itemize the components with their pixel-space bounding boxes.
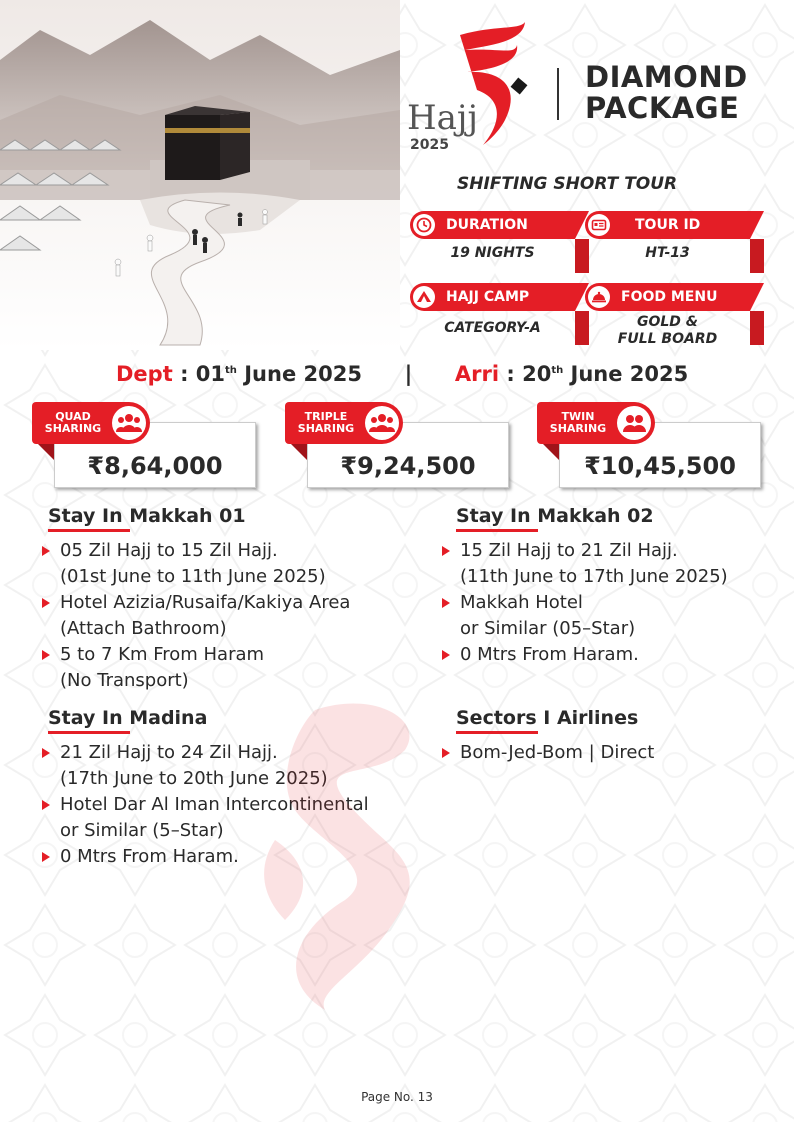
price-card-triple [285, 400, 509, 492]
food-menu-box [585, 283, 750, 348]
hajj-camp-box [410, 283, 575, 337]
duration-box [410, 211, 575, 262]
package-title [585, 62, 748, 124]
list-item: Makkah Hotel or Similar (05–Star) [438, 590, 786, 642]
list-item: 15 Zil Hajj to 21 Zil Hajj. (11th June to 17th June 2025) [438, 538, 786, 590]
page-number: Page No. 13 [361, 1090, 433, 1104]
makkah-02-section [456, 505, 786, 668]
calligraphy-watermark [255, 690, 445, 1020]
tour-subtitle: SHIFTING SHORT TOUR [457, 174, 678, 194]
list-item: 21 Zil Hajj to 24 Zil Hajj. (17th June to 20th June 2025) [38, 740, 438, 792]
list-item: Hotel Azizia/Rusaifa/Kakiya Area (Attach Bathroom) [38, 590, 428, 642]
dept-day: 01 [195, 362, 226, 386]
dept-sup: th [225, 365, 237, 376]
list-item: Hotel Dar Al Iman Intercontinental or Similar (5–Star) [38, 792, 438, 844]
section-title: Stay In Makkah 02 [456, 505, 654, 527]
price-tag-line2: SHARING [44, 422, 102, 435]
duration-label: DURATION [446, 217, 528, 233]
price-tag-line1: TWIN [561, 410, 595, 423]
price-tag-line2: SHARING [297, 422, 355, 435]
arri-rest: June 2025 [570, 362, 689, 386]
section-title: Stay In Madina [48, 707, 208, 729]
logo-word: Hajj [407, 98, 479, 138]
kaaba-hero-image [0, 0, 400, 350]
section-title: Sectors I Airlines [456, 707, 639, 729]
price-tag-line2: SHARING [549, 422, 607, 435]
logo-year: 2025 [410, 137, 449, 153]
price-value: ₹9,24,500 [340, 452, 476, 480]
dept-label: Dept [116, 362, 173, 386]
tent-icon [413, 286, 435, 308]
list-item: 05 Zil Hajj to 15 Zil Hajj. (01st June to 11th June 2025) [38, 538, 428, 590]
group-people-icon [365, 406, 399, 440]
cloche-icon [588, 286, 610, 308]
dept-rest: June 2025 [244, 362, 362, 386]
food-menu-label: FOOD MENU [621, 289, 718, 305]
sectors-section [456, 707, 786, 766]
list-item: 0 Mtrs From Haram. [38, 844, 438, 870]
arri-label: Arri [454, 362, 500, 386]
price-value: ₹8,64,000 [87, 452, 223, 480]
section-title: Stay In Makkah 01 [48, 505, 246, 527]
two-people-icon [617, 406, 651, 440]
list-item: Bom-Jed-Bom | Direct [438, 740, 786, 766]
package-title-line2: PACKAGE [585, 91, 740, 125]
price-tag-line1: TRIPLE [304, 410, 348, 423]
tour-id-label: TOUR ID [635, 217, 701, 233]
makkah-01-section [48, 505, 428, 694]
price-value: ₹10,45,500 [584, 452, 736, 480]
duration-value: 19 NIGHTS [450, 245, 535, 261]
tour-id-value: HT-13 [645, 245, 690, 261]
price-tag-line1: QUAD [55, 410, 91, 423]
id-card-icon [588, 214, 610, 236]
list-item: 5 to 7 Km From Haram (No Transport) [38, 642, 428, 694]
group-people-icon [112, 406, 146, 440]
food-menu-value-line1: GOLD & [636, 314, 699, 330]
date-separator: | [404, 362, 413, 386]
list-item: 0 Mtrs From Haram. [438, 642, 786, 668]
package-title-line1: DIAMOND [585, 60, 748, 94]
logo-divider [557, 68, 559, 120]
clock-icon [413, 214, 435, 236]
food-menu-value [585, 311, 750, 348]
arri-day: 20 [522, 362, 552, 386]
tour-id-box [585, 211, 750, 262]
hajj-camp-label: HAJJ CAMP [446, 289, 530, 305]
food-menu-value-line2: FULL BOARD [617, 331, 718, 347]
hajj-camp-value: CATEGORY-A [444, 320, 541, 336]
price-card-twin [537, 400, 761, 492]
price-card-quad [32, 400, 256, 492]
arri-sup: th [551, 365, 564, 376]
travel-dates: Dept : 01th June 2025 | Arri : 20th June 2025 [116, 362, 689, 386]
